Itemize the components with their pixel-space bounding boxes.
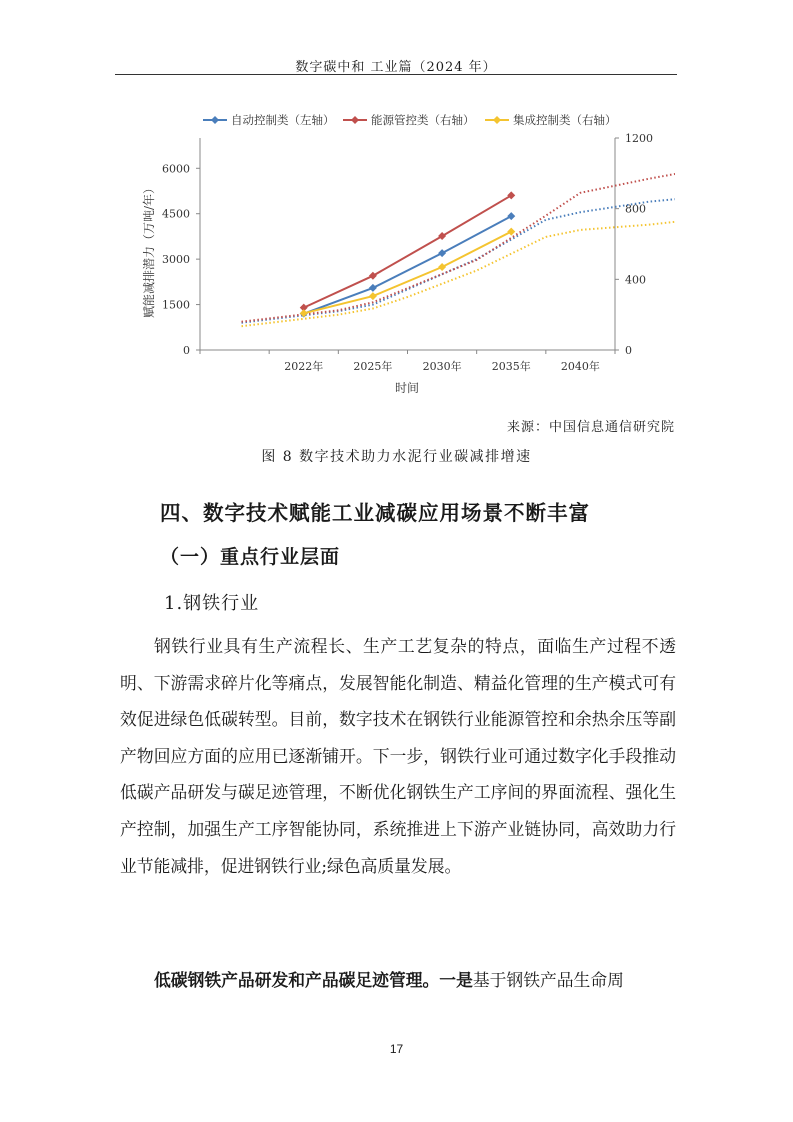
x-tick-label: 2022年	[284, 360, 324, 373]
paragraph-text: 基于钢铁产品生命周	[472, 970, 624, 990]
header-rule	[115, 74, 677, 75]
trend-line	[242, 197, 676, 323]
section-heading: 四、数字技术赋能工业减碳应用场景不断丰富	[160, 501, 590, 525]
x-axis-label: 时间	[394, 381, 420, 395]
series-line	[304, 195, 512, 307]
running-header: 数字碳中和 工业篇（2024 年）	[295, 60, 497, 75]
right-tick-label: 400	[625, 273, 646, 287]
subsection-heading: （一）重点行业层面	[160, 546, 341, 568]
data-point	[438, 249, 446, 257]
data-point	[369, 284, 377, 292]
x-tick-label: 2030年	[422, 360, 462, 373]
left-tick-label: 1500	[162, 298, 190, 312]
series-lines	[300, 191, 516, 317]
y-axis-label: 赋能减排潜力（万吨/年）	[142, 181, 156, 319]
chart-legend	[203, 113, 617, 127]
x-axis-ticks	[200, 350, 615, 373]
x-tick-label: 2025年	[353, 360, 393, 373]
data-point	[507, 228, 515, 236]
trend-line	[242, 219, 676, 326]
left-axis-ticks	[162, 162, 200, 357]
right-tick-label: 800	[625, 202, 646, 216]
right-axis-ticks	[615, 132, 653, 357]
emission-reduction-chart	[115, 108, 675, 400]
right-tick-label: 0	[625, 344, 632, 357]
paragraph-low-carbon-products	[120, 962, 676, 999]
data-point	[369, 272, 377, 280]
trend-line	[242, 170, 676, 322]
legend-marker	[211, 116, 219, 124]
legend-label: 自动控制类（左轴）	[231, 113, 335, 127]
legend-label: 集成控制类（右轴）	[513, 113, 617, 127]
trend-lines	[242, 170, 676, 326]
left-tick-label: 4500	[162, 207, 190, 221]
legend-marker	[493, 116, 501, 124]
legend-marker	[351, 116, 359, 124]
series-line	[304, 216, 512, 314]
data-point	[438, 263, 446, 271]
paragraph-lead-bold: 低碳钢铁产品研发和产品碳足迹管理。一是	[154, 970, 473, 990]
left-tick-label: 6000	[162, 162, 190, 176]
figure-caption: 图 8 数字技术助力水泥行业碳减排增速	[261, 449, 532, 465]
paragraph-steel-industry: 钢铁行业具有生产流程长、生产工艺复杂的特点，面临生产过程不透明、下游需求碎片化等痛点，发展智能化制造、精益化管理的生产模式可有效促进绿色低碳转型。目前，数字技术在钢铁行业能源管控和余热余压等副产物回应方面的应用已逐渐铺开。下一步，钢铁行业可通过数字化手段推动低碳产品研发与碳足迹管理，不断优化钢铁生产工序间的界面流程、强化生产控制，加强生产工序智能协同，系统推进上下游产业链协同，高效助力行业节能减排，促进钢铁行业;绿色高质量发展。	[120, 636, 676, 876]
x-tick-label: 2035年	[491, 360, 531, 373]
legend-label: 能源管控类（右轴）	[371, 113, 475, 127]
x-tick-label: 2040年	[560, 360, 600, 373]
data-point	[300, 309, 308, 317]
data-point	[507, 212, 515, 220]
data-point	[369, 292, 377, 300]
sub-subsection-heading: 1.钢铁行业	[164, 593, 260, 614]
right-tick-label: 1200	[625, 132, 653, 145]
left-tick-label: 3000	[162, 253, 190, 267]
figure-source: 来源：中国信息通信研究院	[506, 420, 675, 435]
left-tick-label: 0	[183, 344, 190, 357]
page-number: 17	[389, 1042, 404, 1056]
